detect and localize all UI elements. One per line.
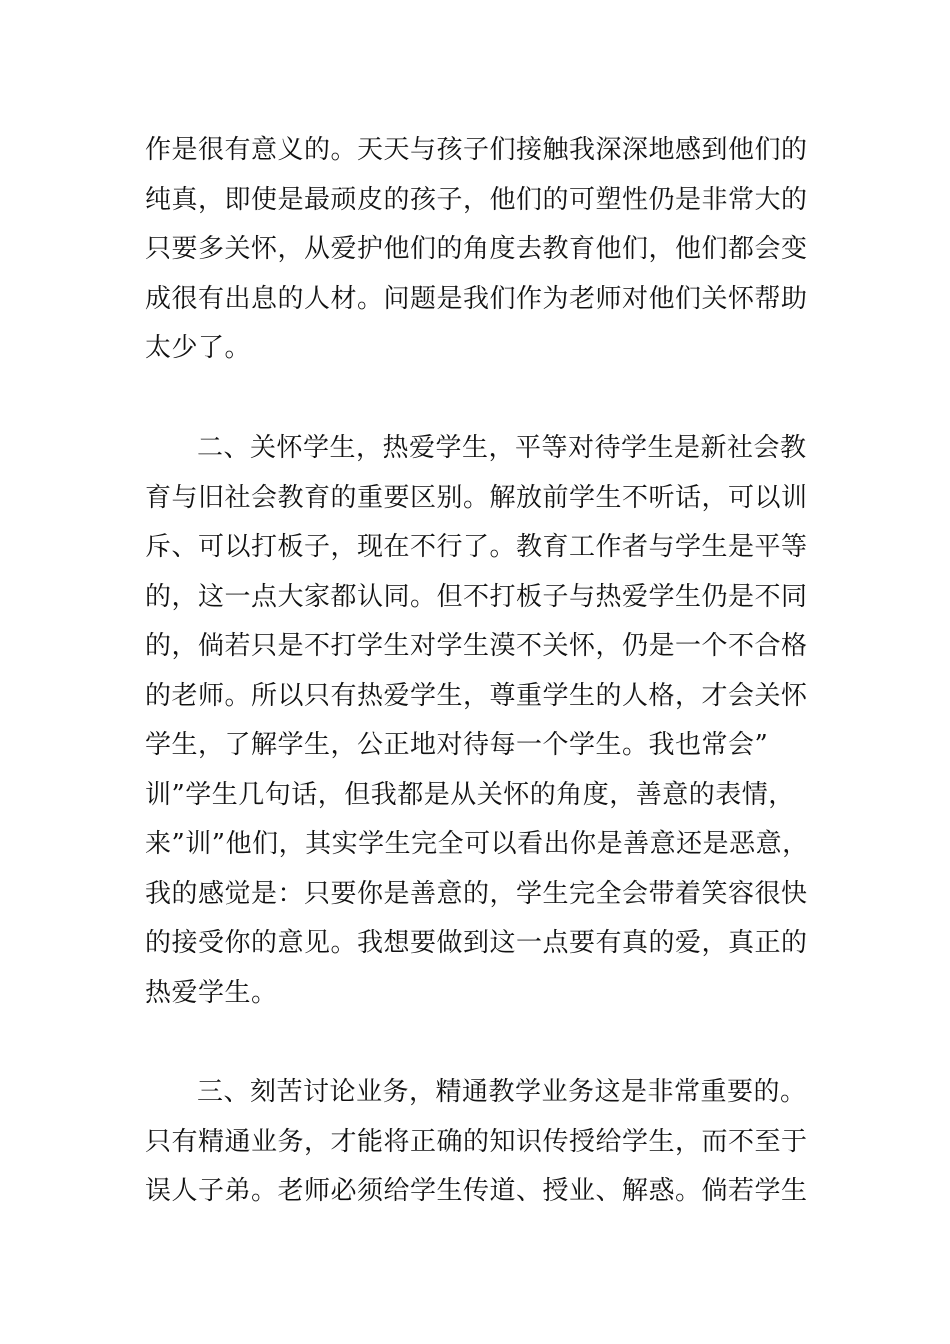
paragraph-line: 只要多关怀，从爱护他们的角度去教育他们，他们都会变 bbox=[145, 234, 808, 264]
paragraph-line: 的接受你的意见。我想要做到这一点要有真的爱，真正的 bbox=[145, 928, 808, 958]
paragraph-line: 训”学生几句话，但我都是从关怀的角度，善意的表情， bbox=[145, 779, 795, 810]
paragraph-line: 的老师。所以只有热爱学生，尊重学生的人格，才会关怀 bbox=[145, 680, 808, 711]
paragraph-line: 热爱学生。 bbox=[145, 977, 278, 1008]
paragraph-line: 只有精通业务，才能将正确的知识传授给学生，而不至于 bbox=[145, 1126, 808, 1157]
paragraph-2 bbox=[145, 424, 825, 1018]
paragraph-line: 作是很有意义的。天天与孩子们接触我深深地感到他们的 bbox=[145, 135, 808, 165]
paragraph-1 bbox=[145, 126, 825, 374]
paragraph-line: 我的感觉是：只要你是善意的，学生完全会带着笑容很快 bbox=[145, 878, 808, 909]
paragraph-line: 纯真，即使是最顽皮的孩子，他们的可塑性仍是非常大的 bbox=[145, 184, 808, 215]
paragraph-line: 二、关怀学生，热爱学生，平等对待学生是新社会教 bbox=[197, 433, 807, 463]
paragraph-line: 的，倘若只是不打学生对学生漠不关怀，仍是一个不合格 bbox=[145, 631, 808, 661]
paragraph-line: 育与旧社会教育的重要区别。解放前学生不听话，可以训 bbox=[145, 482, 808, 513]
paragraph-line: 三、刻苦讨论业务，精通教学业务这是非常重要的。 bbox=[197, 1077, 807, 1107]
paragraph-line: 斥、可以打板子，现在不行了。教育工作者与学生是平等 bbox=[145, 532, 808, 562]
paragraph-line: 学生，了解学生，公正地对待每一个学生。我也常会” bbox=[145, 730, 769, 760]
paragraph-line: 太少了。 bbox=[145, 333, 252, 363]
paragraph-3 bbox=[145, 1068, 825, 1217]
paragraph-line: 成很有出息的人材。问题是我们作为老师对他们关怀帮助 bbox=[145, 283, 808, 314]
paragraph-line: 误人子弟。老师必须给学生传道、授业、解惑。倘若学生 bbox=[145, 1176, 808, 1206]
paragraph-line: 的，这一点大家都认同。但不打板子与热爱学生仍是不同 bbox=[145, 581, 808, 612]
paragraph-line: 来”训”他们，其实学生完全可以看出你是善意还是恶意， bbox=[145, 829, 809, 859]
